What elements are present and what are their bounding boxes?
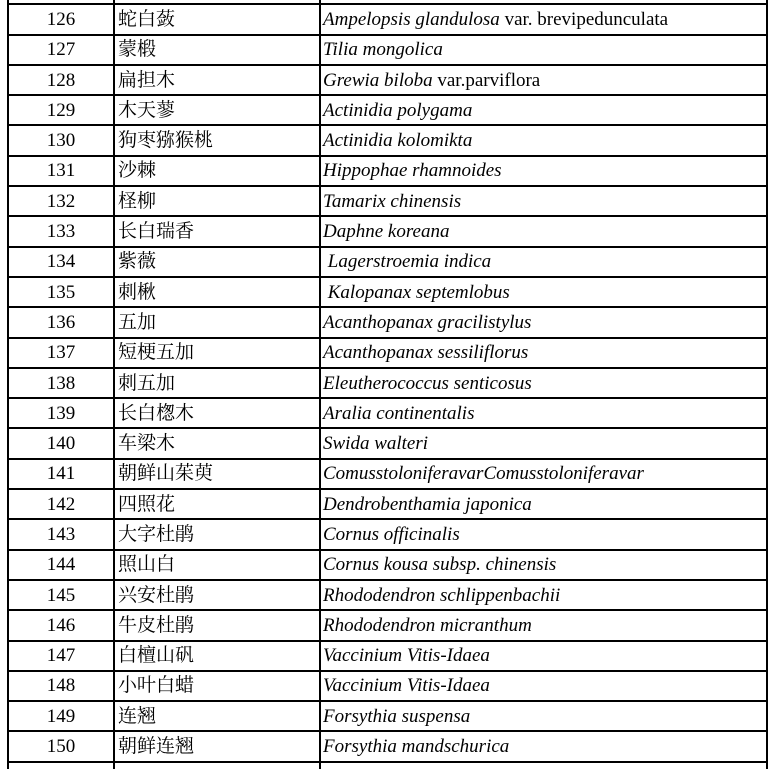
row-number-cell: 131 [8,156,114,186]
chinese-name-cell: 小叶白蜡 [114,671,320,701]
latin-name-cell [320,489,767,519]
latin-name-cell [320,65,767,95]
latin-name-cell [320,216,767,246]
latin-name-cell [320,731,767,761]
chinese-name-cell: 扁担木 [114,65,320,95]
table-row [8,4,767,34]
latin-name-italic: Vaccinium Vitis-Idaea [323,645,490,667]
chinese-name-cell: 五加 [114,307,320,337]
table-row [8,610,767,640]
chinese-name-cell: 柽柳 [114,186,320,216]
latin-name-italic: Actinidia kolomikta [323,130,473,152]
table-row [8,428,767,458]
latin-name-italic: Ampelopsis glandulosa [323,8,500,30]
latin-name-cell [320,519,767,549]
latin-name-cell [320,701,767,731]
latin-name-cell [320,247,767,277]
row-number-cell: 144 [8,550,114,580]
latin-name-italic: Aralia continentalis [323,402,475,424]
table-row [8,762,767,769]
latin-name-cell [320,459,767,489]
chinese-name-cell: 照山白 [114,550,320,580]
row-number-cell: 129 [8,95,114,125]
latin-name-italic: Rhododendron micranthum [323,614,532,636]
latin-name-cell [320,4,767,34]
chinese-name-cell: 紫薇 [114,247,320,277]
table-row [8,65,767,95]
row-number-cell: 126 [8,4,114,34]
table-row [8,156,767,186]
row-number-cell: 127 [8,35,114,65]
table-row [8,125,767,155]
row-number-cell: 133 [8,216,114,246]
row-number-cell: 132 [8,186,114,216]
latin-name-cell [320,307,767,337]
plant-species-table [7,0,768,769]
table-row [8,550,767,580]
latin-name-italic: Rhododendron schlippenbachii [323,584,561,606]
table-row [8,641,767,671]
row-number-cell: 135 [8,277,114,307]
plant-species-table-body [8,0,767,769]
latin-name-italic: Acanthopanax sessiliflorus [323,342,529,364]
latin-name-italic: Hippophae rhamnoides [323,160,502,182]
latin-name-italic: Daphne koreana [323,221,450,243]
row-number-cell: 147 [8,641,114,671]
table-row [8,338,767,368]
latin-name-italic: Vaccinium Vitis-Idaea [323,675,490,697]
chinese-name-cell: 长白楤木 [114,398,320,428]
table-row [8,671,767,701]
latin-name-italic: Grewia biloba [323,69,433,91]
latin-name-cell [320,641,767,671]
latin-name-cell [320,186,767,216]
table-row [8,580,767,610]
row-number-cell: 145 [8,580,114,610]
chinese-name-cell: 牛皮杜鹃 [114,610,320,640]
row-number-cell: 138 [8,368,114,398]
latin-name-cell [320,671,767,701]
latin-name-italic: Cornus officinalis [323,523,460,545]
latin-name-roman: var. brevipedunculata [499,8,669,30]
chinese-name-cell: 长白瑞香 [114,216,320,246]
latin-name-cell [320,550,767,580]
latin-name-italic: Kalopanax septemlobus [323,281,510,303]
latin-name-italic: Forsythia suspensa [323,705,471,727]
table-row [8,731,767,761]
table-row [8,519,767,549]
chinese-name-cell: 车梁木 [114,428,320,458]
chinese-name-cell: 木天蓼 [114,95,320,125]
latin-name-cell [320,580,767,610]
chinese-name-cell: 蒙椴 [114,35,320,65]
latin-name-italic: Tamarix chinensis [323,190,462,212]
latin-name-roman: var.parviflora [432,69,541,91]
latin-name-italic: Forsythia mandschurica [323,736,510,758]
chinese-name-cell: 兴安杜鹃 [114,580,320,610]
latin-name-italic: Eleutherococcus senticosus [323,372,532,394]
row-number-cell: 142 [8,489,114,519]
table-row [8,95,767,125]
chinese-name-cell [114,762,320,769]
row-number-cell [8,762,114,769]
chinese-name-cell: 大字杜鹃 [114,519,320,549]
latin-name-cell [320,156,767,186]
latin-name-cell [320,762,767,769]
latin-name-italic: Acanthopanax gracilistylus [323,311,532,333]
latin-name-italic: ComusstoloniferavarComusstoloniferavar [323,463,644,485]
latin-name-italic: Swida walteri [323,433,429,455]
row-number-cell: 140 [8,428,114,458]
chinese-name-cell: 蛇白蔹 [114,4,320,34]
chinese-name-cell: 沙棘 [114,156,320,186]
latin-name-italic: Tilia mongolica [323,39,443,61]
row-number-cell: 149 [8,701,114,731]
row-number-cell: 134 [8,247,114,277]
row-number-cell: 150 [8,731,114,761]
row-number-cell: 137 [8,338,114,368]
latin-name-cell [320,368,767,398]
latin-name-cell [320,35,767,65]
chinese-name-cell: 刺五加 [114,368,320,398]
latin-name-italic: Lagerstroemia indica [323,251,492,273]
row-number-cell: 143 [8,519,114,549]
table-row [8,398,767,428]
latin-name-italic: Dendrobenthamia japonica [323,493,532,515]
chinese-name-cell: 朝鲜连翘 [114,731,320,761]
latin-name-cell [320,125,767,155]
latin-name-cell [320,338,767,368]
latin-name-cell [320,277,767,307]
chinese-name-cell: 白檀山矾 [114,641,320,671]
table-row [8,277,767,307]
table-row [8,489,767,519]
row-number-cell: 148 [8,671,114,701]
row-number-cell: 130 [8,125,114,155]
chinese-name-cell: 狗枣猕猴桃 [114,125,320,155]
table-row [8,35,767,65]
table-row [8,247,767,277]
chinese-name-cell: 朝鲜山茱萸 [114,459,320,489]
row-number-cell: 136 [8,307,114,337]
latin-name-italic: Actinidia polygama [323,99,473,121]
row-number-cell: 141 [8,459,114,489]
latin-name-cell [320,95,767,125]
latin-name-cell [320,428,767,458]
table-row [8,216,767,246]
latin-name-cell [320,610,767,640]
chinese-name-cell: 四照花 [114,489,320,519]
table-row [8,186,767,216]
table-row [8,701,767,731]
latin-name-italic: Cornus kousa subsp. chinensis [323,554,557,576]
chinese-name-cell: 短梗五加 [114,338,320,368]
chinese-name-cell: 连翘 [114,701,320,731]
latin-name-cell [320,398,767,428]
chinese-name-cell: 刺楸 [114,277,320,307]
table-row [8,368,767,398]
row-number-cell: 139 [8,398,114,428]
row-number-cell: 128 [8,65,114,95]
row-number-cell: 146 [8,610,114,640]
table-row [8,459,767,489]
table-row [8,307,767,337]
